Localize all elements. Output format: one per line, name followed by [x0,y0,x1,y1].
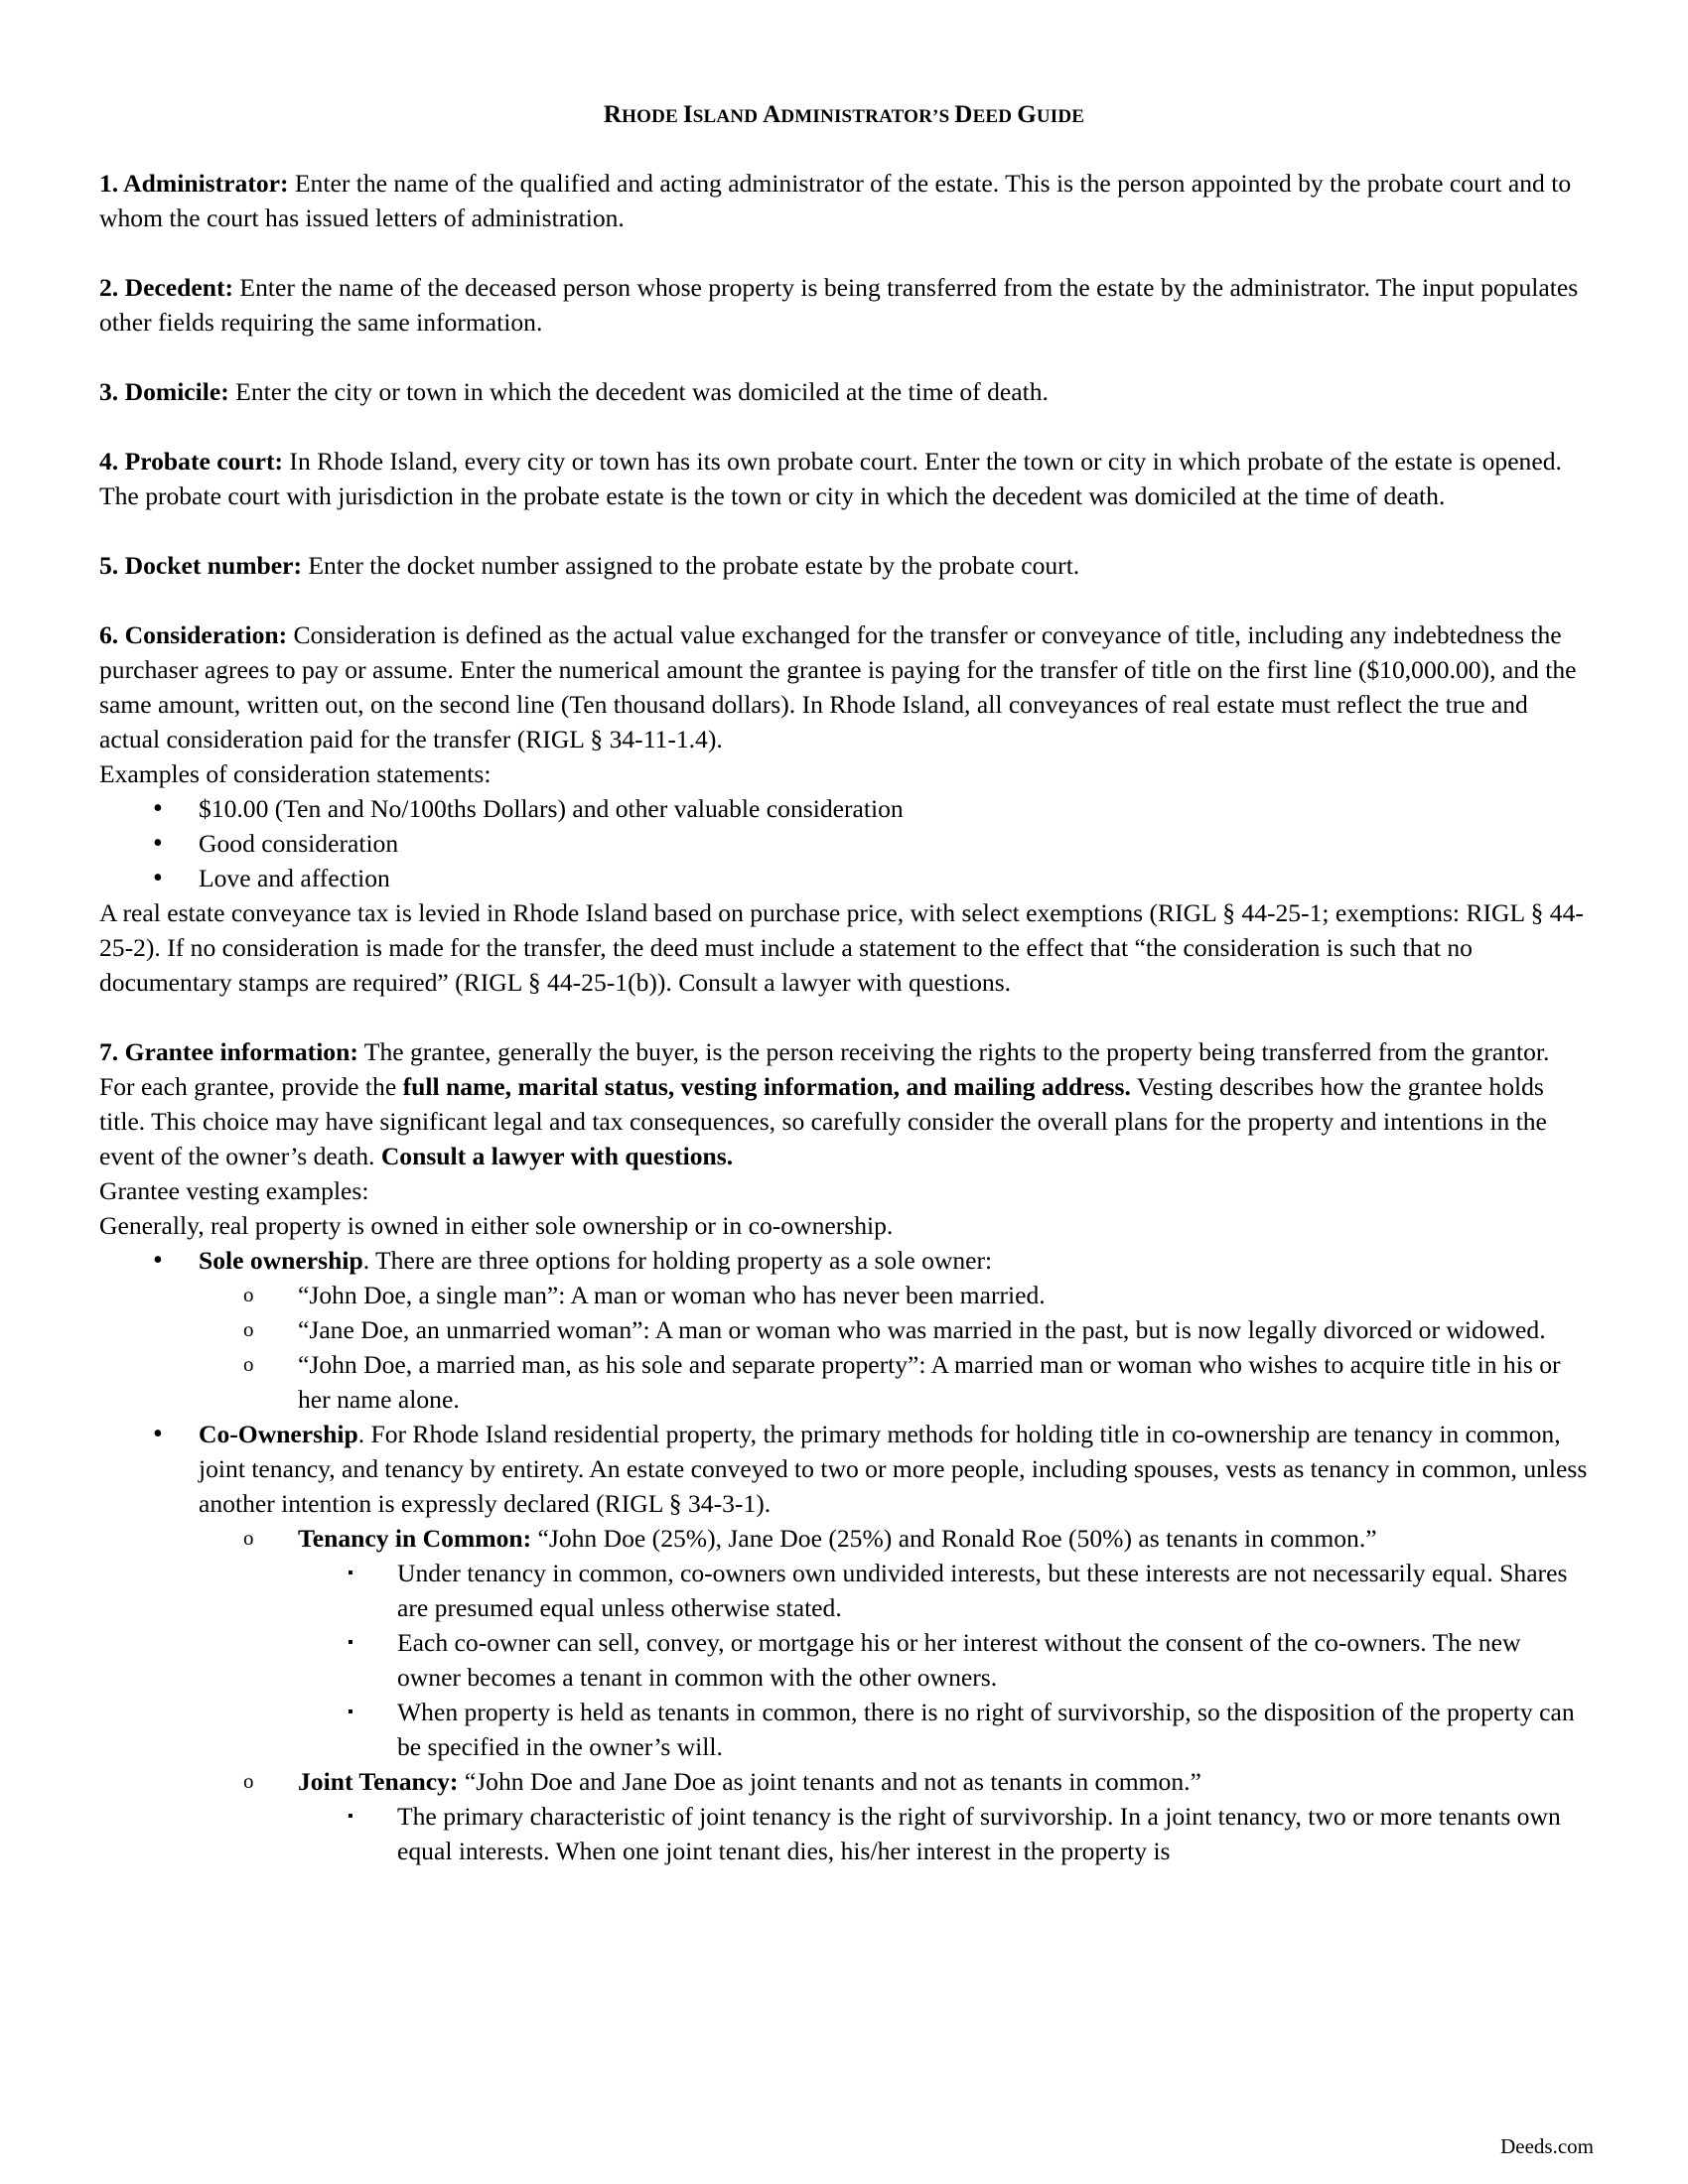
list-item: • Good consideration [99,826,1589,861]
section-label: 5. Docket number: [99,551,303,580]
section-decedent [99,270,1589,340]
list-item: • $10.00 (Ten and No/100ths Dollars) and other valuable consideration [99,791,1589,826]
page-title: RHODE ISLAND ADMINISTRATOR’S DEED GUIDE [603,101,1085,128]
tenancy-in-common-details [298,1556,1589,1764]
section-docket-number [99,548,1589,583]
vesting-intro: Grantee vesting examples: [99,1176,369,1205]
section-text: Enter the city or town in which the decedent was domiciled at the time of death. [228,377,1049,406]
list-item-joint-tenancy: o Joint Tenancy: “John Doe and Jane Doe as joint tenants and not as tenants in common.” ▪ The primary characteristic of joint tenancy is the right of survivorship. In a joint tenancy, two or more tenants own equal interests. When one joint tenant dies, his/her interest in the property is [199,1764,1589,1868]
list-item-tenancy-in-common: o Tenancy in Common: “John Doe (25%), Jane Doe (25%) and Ronald Roe (50%) as tenants in common.” ▪ Under tenancy in common, co-owners own undivided interests, but these interests are not necessarily equal. Shares are presumed equal unless otherwise stated. ▪ Each co-owner can sell, convey, or mortgage his or her interest without the consent of the co-owners. The new owner becomes a tenant in common with the other owners. ▪ When property is held as tenants in common, there is no right of survivorship, so the disposition of the property can be specified in the owner’s will. [199,1521,1589,1764]
consideration-examples-list [99,791,1589,895]
section-administrator [99,166,1589,235]
section-label: 7. Grantee information: [99,1037,358,1066]
list-item: o “Jane Doe, an unmarried woman”: A man or woman who was married in the past, but is now legally divorced or widowed. [199,1312,1589,1347]
co-ownership-options [199,1521,1589,1868]
section-label: 6. Consideration: [99,620,288,649]
examples-intro: Examples of consideration statements: [99,759,492,788]
list-item: ▪ Each co-owner can sell, convey, or mortgage his or her interest without the consent of the co-owners. The new owner becomes a tenant in common with the other owners. [298,1625,1589,1695]
list-item-sole-ownership: • Sole ownership. There are three options for holding property as a sole owner: o “John Doe, a single man”: A man or woman who has never been married. o “Jane Doe, an unmarried woman”: A man or woman who was married in the past, but is now legally divorced or widowed. o “John Doe, a married man, as his sole and separate property”: A married man or woman who wishes to acquire title in his or her name alone. [99,1243,1589,1417]
footer-brand: Deeds.com [1500,2134,1594,2158]
sole-ownership-options [199,1278,1589,1417]
list-item: o “John Doe, a single man”: A man or woman who has never been married. [199,1278,1589,1312]
section-label: 2. Decedent: [99,273,234,302]
section-text: Enter the docket number assigned to the probate estate by the probate court. [302,551,1080,580]
list-item: • Love and affection [99,861,1589,895]
section-label: 3. Domicile: [99,377,229,406]
list-item-co-ownership: • Co-Ownership. For Rhode Island residential property, the primary methods for holding title in co-ownership are tenancy in common, joint tenancy, and tenancy by entirety. An estate conveyed to two or more people, including spouses, vests as tenancy in common, unless another intention is expressly declared (RIGL § 34-3-1). o Tenancy in Common: “John Doe (25%), Jane Doe (25%) and Ronald Roe (50%) as tenants in common.” ▪ Under tenancy in common, co-owners own undivided interests, but these interests are not necessarily equal. Shares are presumed equal unless otherwise stated. ▪ Each co-owner can sell, convey, or mortgage his or her interest without the consent of the co-owners. The new owner becomes a tenant in common with the other owners. ▪ When property is held as tenants in common, there is no right of survivorship, so the disposition of the property can be specified in the owner’s will. o Joint Tenancy: “John Doe and Jane Doe as joint tenants and not as tenants in common.” ▪ The primary characteristic of joint tenancy is the right of survivorship. In a joint tenancy, two or more tenants own equal interests. When one joint tenant dies, his/her interest in the property is [99,1417,1589,1868]
section-grantee-information: 7. Grantee information: The grantee, generally the buyer, is the person receiving the rights to the property being transferred from the grantor. For each grantee, provide the full name, marital status, vesting information, and mailing address. Vesting describes how the grantee holds title. This choice may have significant legal and tax consequences, so carefully consider the overall plans for the property and intentions in the event of the owner’s death. Consult a lawyer with questions. Grantee vesting examples: Generally, real property is owned in either sole ownership or in co-ownership. • Sole ownership. There are three options for holding property as a sole owner: o “John Doe, a single man”: A man or woman who has never been married. o “Jane Doe, an unmarried woman”: A man or woman who was married in the past, but is now legally divorced or widowed. o “John Doe, a married man, as his sole and separate property”: A married man or woman who wishes to acquire title in his or her name alone. • Co-Ownership. For Rhode Island residential property, the primary methods for holding title in co-ownership are tenancy in common, joint tenancy, and tenancy by entirety. An estate conveyed to two or more people, including spouses, vests as tenancy in common, unless another intention is expressly declared (RIGL § 34-3-1). o Tenancy in Common: “John Doe (25%), Jane Doe (25%) and Ronald Roe (50%) as tenants in common.” ▪ Under tenancy in common, co-owners own undivided interests, but these interests are not necessarily equal. Shares are presumed equal unless otherwise stated. ▪ Each co-owner can sell, convey, or mortgage his or her interest without the consent of the co-owners. The new owner becomes a tenant in common with the other owners. ▪ When property is held as tenants in common, there is no right of survivorship, so the disposition of the property can be specified in the owner’s will. o Joint Tenancy: “John Doe and Jane Doe as joint tenants and not as tenants in common.” ▪ The primary characteristic of joint tenancy is the right of survivorship. In a joint tenancy, two or more tenants own equal interests. When one joint tenant dies, his/her interest in the property is [99,1034,1589,1868]
joint-tenancy-details [298,1799,1589,1868]
section-text: Consideration is defined as the actual value exchanged for the transfer or conveyance of title, including any indebtedness the purchaser agrees to pay or assume. Enter the numerical amount the grantee is paying for the transfer of title on the first line ($10,000.00), and the same amount, written out, on the second line (Ten thousand dollars). In Rhode Island, all conveyances of real estate must reflect the true and actual consideration paid for the transfer (RIGL § 34-11-1.4). [99,620,1577,753]
list-item: o “John Doe, a married man, as his sole and separate property”: A married man or woman who wishes to acquire title in his or her name alone. [199,1347,1589,1417]
section-text: Enter the name of the qualified and acting administrator of the estate. This is the person appointed by the probate court and to whom the court has issued letters of administration. [99,169,1572,232]
section-label: 4. Probate court: [99,447,284,476]
section-consideration [99,617,1589,1000]
section-text: In Rhode Island, every city or town has its own probate court. Enter the town or city in which probate of the estate is opened. The probate court with jurisdiction in the probate estate is the town or city in which the decedent was domiciled at the time of death. [99,447,1562,510]
section-label: 1. Administrator: [99,169,289,198]
list-item: ▪ When property is held as tenants in common, there is no right of survivorship, so the disposition of the property can be specified in the owner’s will. [298,1695,1589,1764]
list-item: ▪ Under tenancy in common, co-owners own undivided interests, but these interests are not necessarily equal. Shares are presumed equal unless otherwise stated. [298,1556,1589,1625]
ownership-list [99,1243,1589,1868]
section-domicile [99,374,1589,409]
list-item: ▪ The primary characteristic of joint tenancy is the right of survivorship. In a joint tenancy, two or more tenants own equal interests. When one joint tenant dies, his/her interest in the property is [298,1799,1589,1868]
document-page [99,97,1589,1868]
vesting-general: Generally, real property is owned in either sole ownership or in co-ownership. [99,1211,894,1240]
conveyance-tax-text: A real estate conveyance tax is levied in Rhode Island based on purchase price, with select exemptions (RIGL § 44-25-1; exemptions: RIGL § 44-25-2). If no consideration is made for the transfer, the deed must include a statement to the effect that “the consideration is such that no documentary stamps are required” (RIGL § 44-25-1(b)). Consult a lawyer with questions. [99,898,1584,997]
section-probate-court [99,444,1589,513]
section-text: Enter the name of the deceased person whose property is being transferred from the estate by the administrator. The input populates other fields requiring the same information. [99,273,1579,337]
